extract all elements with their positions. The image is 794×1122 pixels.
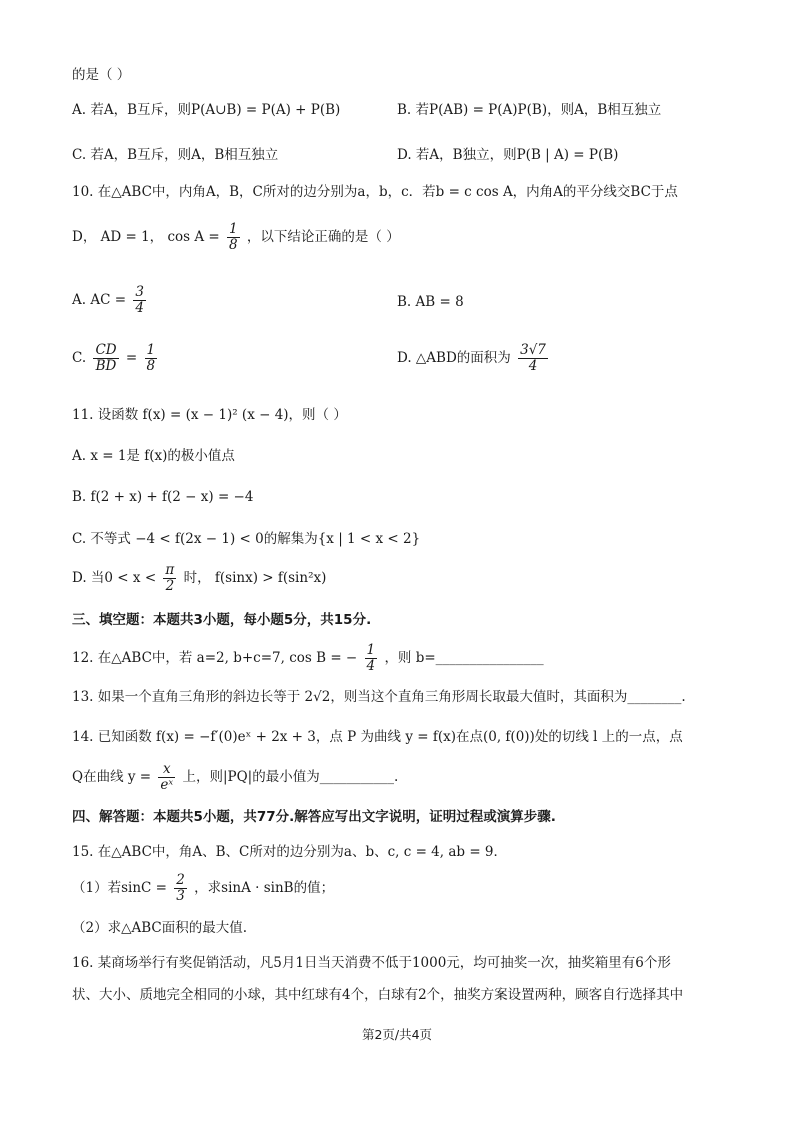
question-9-tail: 的是（ ） — [72, 67, 131, 83]
question-10-line-2 — [72, 222, 400, 253]
q10-text-post: ，以下结论正确的是（ ） — [246, 229, 400, 245]
fraction-x-over-ex: $\frac{x}{\text{eˣ}}$ — [160, 761, 174, 793]
section-4-heading: 四、解答题：本题共5小题，共77分.解答应写出文字说明，证明过程或演算步骤. — [72, 809, 556, 825]
question-16-line-2: 状、大小、质地完全相同的小球，其中红球有4个，白球有2个，抽奖方案设置两种，顾客自行选择其中 — [72, 987, 684, 1003]
fraction-cd-bd: $\frac{CD}{BD}$ — [95, 342, 117, 374]
question-10-line-1: 10. 在△ABC中，内角A，B，C所对的边分别为a，b，c．若b = c cos A，内角A的平分线交BC于点 — [72, 184, 678, 200]
fraction-ac: $\frac{3}{4}$ — [135, 284, 144, 316]
option-11d: D. 当0 < x < $\frac{\pi}{2}$ 时， f(sinx) > f(sin²x) — [72, 562, 327, 594]
fraction-pi-half: $\frac{\pi}{2}$ — [165, 562, 175, 594]
fraction-sinC: $\frac{2}{3}$ — [176, 872, 185, 904]
question-13: 13. 如果一个直角三角形的斜边长等于 2√2，则当这个直角三角形周长取最大值时，其面积为________. — [72, 689, 686, 705]
fraction-area: $\frac{3√7}{4}$ — [520, 342, 546, 374]
fraction-cosB: $\frac{1}{4}$ — [366, 642, 376, 674]
fraction-cosA: $\frac{1}{8}$ — [229, 221, 238, 253]
question-14-line-2: Q在曲线 y = $\frac{x}{\text{eˣ}}$ 上，则|PQ|的最小值为___________. — [72, 761, 399, 793]
option-11b: B. f(2 + x) + f(2 − x) = −4 — [72, 489, 254, 505]
option-11c: C. 不等式 −4 < f(2x − 1) < 0的解集为{x | 1 < x < 2} — [72, 531, 421, 547]
option-10b: B. AB = 8 — [397, 294, 464, 310]
q10-text-pre: D， AD = 1， cos A = — [72, 229, 220, 245]
question-15-part-1: （1）若sinC = $\frac{2}{3}$ ，求sinA · sinB的值； — [72, 872, 335, 904]
option-9c: C. 若A，B互斥，则A，B相互独立 — [72, 147, 279, 163]
question-15-part-2: （2）求△ABC面积的最大值. — [72, 920, 248, 936]
option-9b: B. 若P(AB) = P(A)P(B)，则A，B相互独立 — [397, 102, 662, 118]
page-footer: 第2页/共4页 — [361, 1027, 433, 1042]
option-10d: D. △ABD的面积为 $\frac{3√7}{4}$ — [397, 342, 546, 374]
option-9d: D. 若A，B独立，则P(B | A) = P(B) — [397, 147, 619, 163]
question-12: 12. 在△ABC中，若 a=2, b+c=7, cos B = − $\frac{1}{4}$ ，则 b=________________ — [72, 642, 544, 674]
question-15: 15. 在△ABC中，角A、B、C所对的边分别为a、b、c, c = 4, ab = 9． — [72, 844, 508, 860]
option-11a: A. x = 1是 f(x)的极小值点 — [72, 448, 235, 464]
question-14-line-1: 14. 已知函数 f(x) = −f′(0)eˣ + 2x + 3，点 P 为曲线 y = f(x)在点(0, f(0))处的切线 l 上的一点，点 — [72, 729, 683, 745]
question-11: 11. 设函数 f(x) = (x − 1)² (x − 4)，则（ ） — [72, 407, 347, 423]
option-9a: A. 若A，B互斥，则P(A∪B) = P(A) + P(B) — [72, 102, 341, 118]
option-10c: C. $\frac{CD}{BD}$ = $\frac{1}{8}$ — [72, 342, 156, 374]
option-10a: A. AC = $\frac{3}{4}$ — [72, 284, 144, 316]
question-16-line-1: 16. 某商场举行有奖促销活动，凡5月1日当天消费不低于1000元，均可抽奖一次，抽奖箱里有6个形 — [72, 955, 671, 971]
fraction-one-eighth: $\frac{1}{8}$ — [146, 342, 156, 374]
section-3-heading: 三、填空题：本题共3小题，每小题5分，共15分. — [72, 612, 372, 628]
